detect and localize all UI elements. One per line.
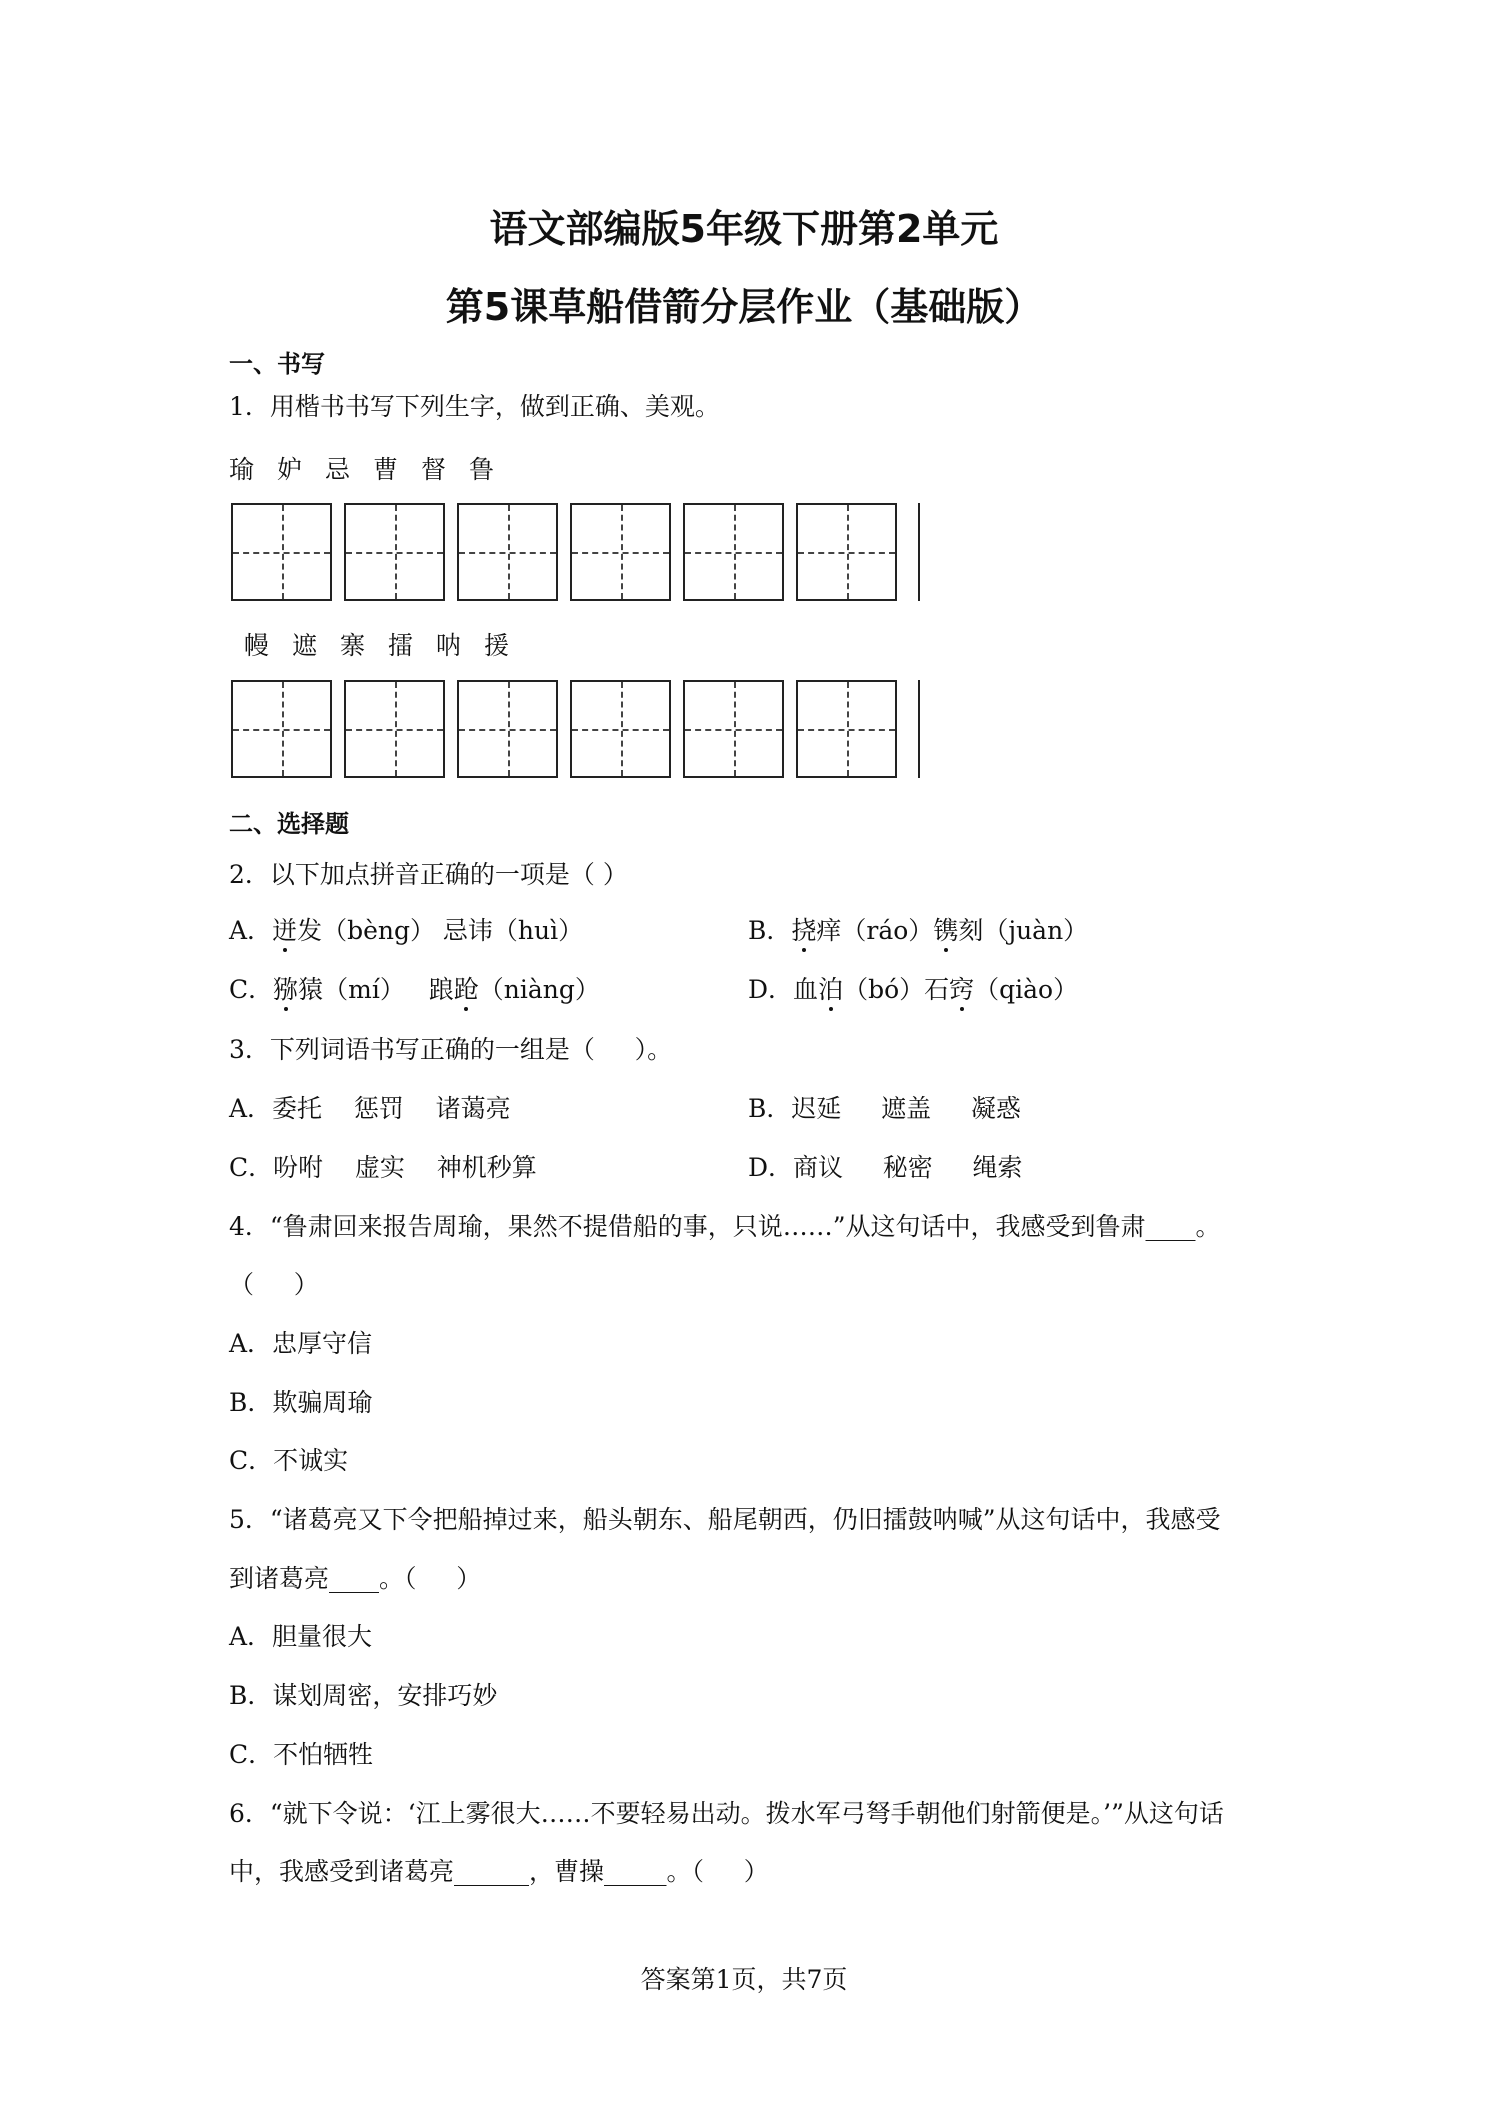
char: 寨 (340, 631, 366, 660)
dotted-char: 猕 (273, 975, 299, 1004)
option-text: 血 (793, 975, 819, 1004)
q2-option-d[interactable] (748, 975, 1078, 1005)
writing-grid-row-1 (231, 503, 897, 601)
grid-cell[interactable] (457, 680, 558, 778)
option-text: 踉 (428, 975, 454, 1004)
grid-cell[interactable] (570, 680, 671, 778)
grid-end-line (918, 503, 920, 601)
q5-option-a[interactable]: A．胆量很大 (229, 1622, 373, 1651)
grid-cell[interactable] (231, 680, 332, 778)
writing-grid-row-2 (231, 680, 897, 778)
dotted-char: 跄 (453, 975, 479, 1004)
grid-end-line (918, 680, 920, 778)
grid-cell[interactable] (231, 503, 332, 601)
grid-cell[interactable] (570, 503, 671, 601)
option-label: B． (748, 916, 792, 945)
grid-cell[interactable] (683, 503, 784, 601)
char: 妒 (277, 455, 303, 484)
grid-cell[interactable] (796, 503, 897, 601)
char: 忌 (325, 455, 351, 484)
option-label: D． (748, 975, 794, 1004)
question-1: 1．用楷书书写下列生字，做到正确、美观。 (229, 392, 720, 421)
grid-cell[interactable] (457, 503, 558, 601)
section-heading-choice: 二、选择题 (229, 810, 349, 838)
option-text: （bó）石 (843, 975, 950, 1004)
option-text: （qiào） (974, 975, 1079, 1004)
grid-cell[interactable] (683, 680, 784, 778)
q5-option-b[interactable]: B．谋划周密，安排巧妙 (229, 1681, 498, 1710)
dotted-char: 挠 (791, 916, 817, 945)
dotted-char: 泊 (818, 975, 844, 1004)
q3-option-b[interactable]: B．迟延 遮盖 凝惑 (748, 1094, 1021, 1123)
option-text: 刻（juàn） (958, 916, 1089, 945)
q3-option-c[interactable]: C．吩咐 虚实 神机秒算 (229, 1153, 537, 1182)
q4-option-c[interactable]: C．不诚实 (229, 1446, 349, 1475)
question-2: 2．以下加点拼音正确的一项是（ ） (229, 860, 628, 889)
char: 曹 (373, 455, 399, 484)
page-title-line2: 第5课草船借箭分层作业（基础版） (445, 285, 1043, 329)
question-4-answer-bracket: （ ） (229, 1270, 319, 1299)
question-6-line2: 中，我感受到诸葛亮______，曹操_____。（ ） (229, 1857, 769, 1886)
q2-option-c[interactable] (229, 975, 600, 1005)
option-label: A． (229, 916, 273, 945)
question-5: 5．“诸葛亮又下令把船掉过来，船头朝东、船尾朝西，仍旧擂鼓呐喊”从这句话中，我感受 (229, 1505, 1221, 1534)
q5-option-c[interactable]: C．不怕牺牲 (229, 1740, 374, 1769)
char: 幔 (244, 631, 270, 660)
q4-option-a[interactable]: A．忠厚守信 (229, 1329, 373, 1358)
q2-option-b[interactable] (748, 916, 1088, 946)
char: 呐 (436, 631, 462, 660)
dotted-char: 镌 (933, 916, 959, 945)
option-text: 猿（mí） (298, 975, 429, 1004)
q2-option-a[interactable] (229, 916, 583, 946)
question-3: 3．下列词语书写正确的一组是（ ）。 (229, 1035, 673, 1064)
dotted-char: 窍 (949, 975, 975, 1004)
option-label: C． (229, 975, 274, 1004)
char: 遮 (292, 631, 318, 660)
option-text: （niàng） (478, 975, 600, 1004)
dotted-char: 迸 (272, 916, 298, 945)
q3-option-a[interactable]: A．委托 惩罚 诸蔼亮 (229, 1094, 511, 1123)
char: 擂 (388, 631, 414, 660)
option-text: 痒（ráo） (816, 916, 934, 945)
page-footer: 答案第1页，共7页 (640, 1965, 848, 1994)
char: 督 (421, 455, 447, 484)
section-heading-writing: 一、书写 (229, 350, 325, 378)
question-6: 6．“就下令说：‘江上雾很大……不要轻易出动。拨水军弓弩手朝他们射箭便是。’”从这句话 (229, 1799, 1224, 1828)
char: 瑜 (229, 455, 255, 484)
question-4: 4．“鲁肃回来报告周瑜，果然不提借船的事，只说……”从这句话中，我感受到鲁肃____。 (229, 1212, 1221, 1241)
option-text: 发（bèng） 忌讳（huì） (297, 916, 584, 945)
char: 鲁 (469, 455, 495, 484)
grid-cell[interactable] (796, 680, 897, 778)
page-title-line1: 语文部编版5年级下册第2单元 (489, 207, 999, 251)
q3-option-d[interactable]: D．商议 秘密 绳索 (748, 1153, 1023, 1182)
question-5-line2: 到诸葛亮____。（ ） (229, 1564, 482, 1593)
q4-option-b[interactable]: B．欺骗周瑜 (229, 1388, 373, 1417)
grid-cell[interactable] (344, 503, 445, 601)
chars-row-1 (229, 450, 517, 486)
grid-cell[interactable] (344, 680, 445, 778)
chars-row-2 (244, 626, 532, 662)
char: 援 (484, 631, 510, 660)
